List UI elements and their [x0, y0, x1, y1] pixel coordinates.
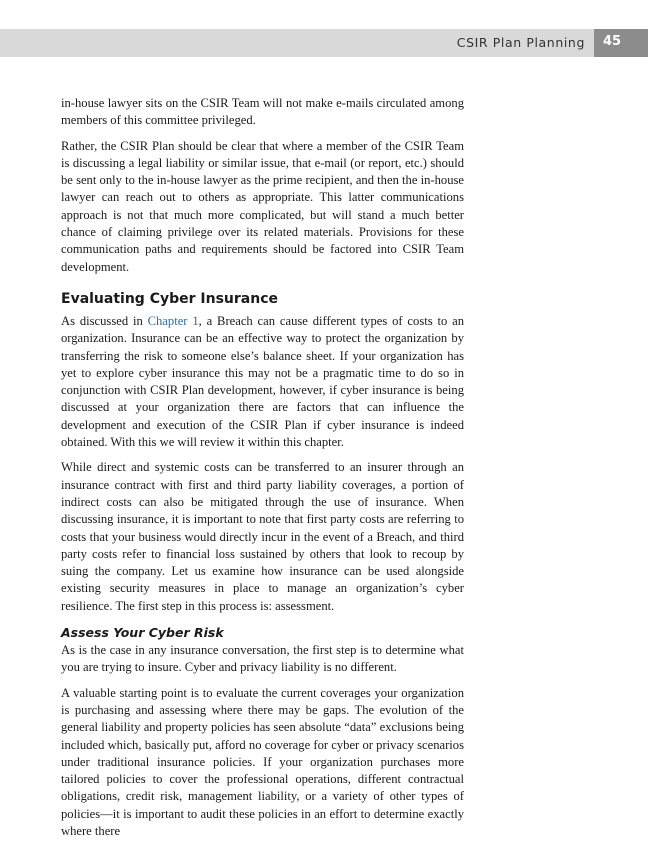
paragraph-text-start: As discussed in: [61, 313, 148, 328]
paragraph-text-end: , a Breach can cause different types of costs to an organization. Insurance can be an effective way to protect the organization by transferring the risk to someone else’s balance sheet. If your organization has yet to explore cyber insurance this may not be a pragmatic time to do so in conjunction with CSIR Plan development, however, if cyber insurance is being discussed at your organization there are factors that can influence the development and execution of the CSIR Plan if cyber insurance is indeed obtained. With this we will review it within this chapter.: [61, 313, 464, 450]
paragraph-costs: While direct and systemic costs can be transferred to an insurer through an insurance contract with first and third party liability coverages, a portion of indirect costs can also be mitigated through the use of insurance. When discussing insurance, it is important to note that first party costs are referring to costs that your business would directly incur in the event of a Breach, and third party costs refer to financial loss sustained by others that look to recoup by suing the company. Let us examine how insurance can be used alongside existing security measures in place to manage an organization’s cyber resilience. The first step in this process is: assessment.: [61, 460, 464, 613]
page-number-box: [594, 29, 648, 57]
paragraph-insurance-intro: [61, 313, 464, 451]
running-header: [0, 29, 594, 57]
paragraph-evaluate: A valuable starting point is to evaluate the current coverages your organization is purchasing and assessing where there may be gaps. The evolution of the general liability and property policies has seen absolute “data” exclusions being included which, basically put, afford no coverage for cyber or privacy scenarios under traditional insurance policies. If your organization purchases more tailored policies to cover the professional operations, different contractual obligations, credit risk, management liability, or a variety of other types of policies—it is important to audit these policies in an effort to determine exactly where there: [61, 685, 464, 838]
section-heading: Evaluating Cyber Insurance: [61, 290, 278, 307]
subsection-heading: Assess Your Cyber Risk: [61, 625, 224, 641]
page-content: [61, 95, 464, 848]
running-title: CSIR Plan Planning: [456, 35, 585, 50]
chapter-link[interactable]: Chapter 1: [147, 313, 199, 328]
paragraph-assess: As is the case in any insurance conversation, the first step is to determine what you are trying to insure. Cyber and privacy liability is no different.: [61, 643, 464, 675]
page-number: 45: [603, 34, 622, 49]
paragraph-privilege: Rather, the CSIR Plan should be clear that where a member of the CSIR Team is discussing a legal liability or similar issue, that e-mail (or report, etc.) should be sent only to the in-house lawyer as the prime recipient, and then the in-house lawyer can reach out to others as appropriate. This latter communications approach is not that much more complicated, but will stand a much better chance of claiming privilege over its related materials. Provisions for these communication paths and requirements should be factored into CSIR Team development.: [61, 138, 464, 274]
paragraph-continued: in-house lawyer sits on the CSIR Team will not make e-mails circulated among members of this committee privileged.: [61, 96, 464, 128]
